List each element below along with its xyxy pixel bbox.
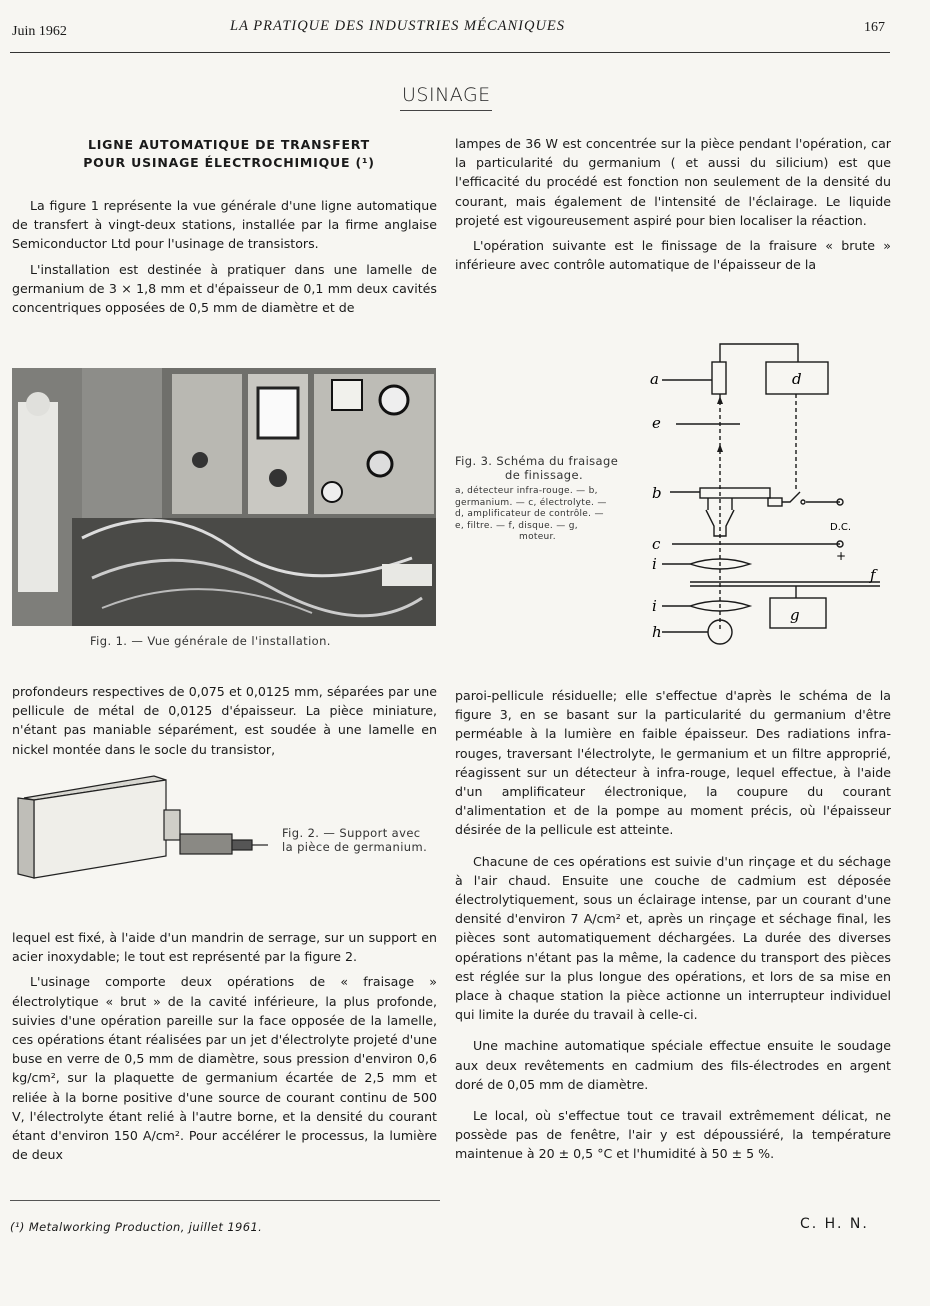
fig2-caption-line-1: Fig. 2. — Support avec xyxy=(282,826,421,840)
article-title xyxy=(34,136,424,172)
right-column-top xyxy=(455,134,891,274)
right-column-bottom xyxy=(455,686,891,1164)
fig1-caption: Fig. 1. — Vue générale de l'installation. xyxy=(90,634,331,648)
fig3-schematic xyxy=(640,340,890,655)
fig3-legend-line: a, détecteur infra-rouge. — b, xyxy=(455,486,598,496)
paragraph: L'installation est destinée à pratiquer dans une lamelle de germanium de 3 × 1,8 mm et d'épaisseur de 0,1 mm deux cavités concentriques opposées de 0,5 mm de diamètre et de xyxy=(12,261,437,316)
journal-title: LA PRATIQUE DES INDUSTRIES MÉCANIQUES xyxy=(230,18,566,34)
fig3-legend-line: moteur. xyxy=(519,532,556,542)
label-i-lower: i xyxy=(652,597,657,615)
paragraph: Chacune de ces opérations est suivie d'un rinçage et du séchage à l'air chaud. Ensuite une couche de cadmium est déposée électrolytiquement, sous un éclairage intense, par un courant d'une densité d'environ 7 A/cm² et, après un rinçage et séchage final, les pièces sont automatiquement déchargées. La durée des diverses opérations n'étant pas la même, la cadence du transport des pièces est réglée sur la plus longue des opérations, et lors de sa mise en place à chaque station la pièce actionne un interrupteur individuel qui limite la durée du travail à celle-ci. xyxy=(455,853,891,1023)
fig2-caption-line-2: la pièce de germanium. xyxy=(282,840,428,854)
label-i-upper: i xyxy=(652,555,657,573)
fig3-caption-line-2: de finissage. xyxy=(505,468,584,482)
label-g: g xyxy=(790,606,800,624)
label-f: f xyxy=(870,566,876,584)
paragraph: La figure 1 représente la vue générale d'une ligne automatique de transfert à vingt-deux stations, installée par la firme anglaise Semiconductor Ltd pour l'usinage de transistors. xyxy=(12,198,437,252)
paragraph: Le local, où s'effectue tout ce travail extrêmement délicat, ne possède pas de fenêtre, l'air y est dépoussiéré, la température maintenue à 20 ± 0,5 °C et l'humidité à 50 ± 5 %. xyxy=(455,1108,891,1162)
paragraph: lequel est fixé, à l'aide d'un mandrin de serrage, sur un support en acier inoxydable; le tout est représenté par la figure 2. xyxy=(12,930,437,965)
paragraph: Une machine automatique spéciale effectue ensuite le soudage aux deux revêtements en cadmium des fils-électrodes en argent doré de 0,05 mm de diamètre. xyxy=(455,1038,891,1092)
fig3-legend-line: e, filtre. — f, disque. — g, xyxy=(455,520,578,531)
left-column-bottom xyxy=(12,928,437,1164)
article-title-line-1: LIGNE AUTOMATIQUE DE TRANSFERT xyxy=(87,137,371,152)
footnote-rule xyxy=(10,1200,440,1201)
label-plus: + xyxy=(836,549,847,563)
page-number: 167 xyxy=(864,20,885,35)
fig2-drawing xyxy=(14,770,274,900)
signature: C. H. N. xyxy=(800,1216,869,1232)
paragraph: paroi-pellicule résiduelle; elle s'effectue d'après le schéma de la figure 3, en se basant sur la particularité du germanium d'être perméable à la lumière en faible épaisseur. Des radiations infra-rouges, traversant l'électrolyte, le germanium et un filtre approprié, réagissent sur un détecteur à infra-rouge, lequel effectue, à l'aide d'un amplificateur électronique, la coupure du courant d'alimentation et de la pompe au moment précis, où l'épaisseur désirée de la pellicule est atteinte. xyxy=(455,688,891,838)
label-e: e xyxy=(652,414,661,432)
label-h: h xyxy=(652,623,662,641)
fig2-caption xyxy=(282,826,427,854)
section-title: USINAGE xyxy=(402,84,491,106)
footnote: (¹) Metalworking Production, juillet 1961. xyxy=(10,1220,263,1234)
fig3-legend-line: d, amplificateur de contrôle. — xyxy=(455,509,604,519)
fig3-legend xyxy=(455,486,630,544)
header-rule xyxy=(10,52,890,53)
label-a: a xyxy=(650,370,659,388)
installation-photo-drawing xyxy=(12,368,436,626)
fig3-caption-line-1: Fig. 3. Schéma du fraisage xyxy=(455,454,619,468)
article-title-line-2: POUR USINAGE ÉLECTROCHIMIQUE (¹) xyxy=(83,155,375,170)
paragraph: L'usinage comporte deux opérations de « fraisage » électrolytique « brut » de la cavité inférieure, la plus profonde, suivies d'une opération pareille sur la face opposée de la lamelle, ces opérations étant réalisées par un jet d'électrolyte projeté d'une buse en verre de 0,5 mm de diamètre, sous pression d'environ 0,6 kg/cm², sur la plaquette de germanium écartée de 2,5 mm et reliée à la borne positive d'une source de courant continu de 500 V, l'électrolyte étant relié à l'autre borne, et la densité du courant étant d'environ 150 A/cm². Pour accélérer le processus, la lumière de deux xyxy=(12,974,437,1163)
section-underline xyxy=(400,110,492,111)
label-c: c xyxy=(652,535,661,553)
label-dc: D.C. xyxy=(830,522,852,533)
label-b: b xyxy=(652,484,662,502)
left-column-top xyxy=(12,196,437,317)
left-column-middle xyxy=(12,682,437,759)
paragraph: lampes de 36 W est concentrée sur la pièce pendant l'opération, car la particularité du germanium ( et aussi du silicium) est que l'efficacité du procédé est fonction non seulement de la densité du courant, mais également de l'intensité de l'éclairage. Le liquide projeté est vigoureusement aspiré pour bien localiser la réaction. xyxy=(455,136,891,228)
label-d: d xyxy=(792,370,802,388)
paragraph: profondeurs respectives de 0,075 et 0,0125 mm, séparées par une pellicule de métal de 0,0125 d'épaisseur. La pièce miniature, n'étant pas maniable séparément, est soudée à une lamelle en nickel montée dans le socle du transistor, xyxy=(12,684,437,757)
fig3-caption xyxy=(455,454,630,544)
installation-photo xyxy=(12,368,436,626)
paragraph: L'opération suivante est le finissage de la fraisure « brute » inférieure avec contrôle automatique de l'épaisseur de la xyxy=(455,238,891,273)
issue-date: Juin 1962 xyxy=(12,24,67,39)
fig3-legend-line: germanium. — c, électrolyte. — xyxy=(455,497,607,508)
